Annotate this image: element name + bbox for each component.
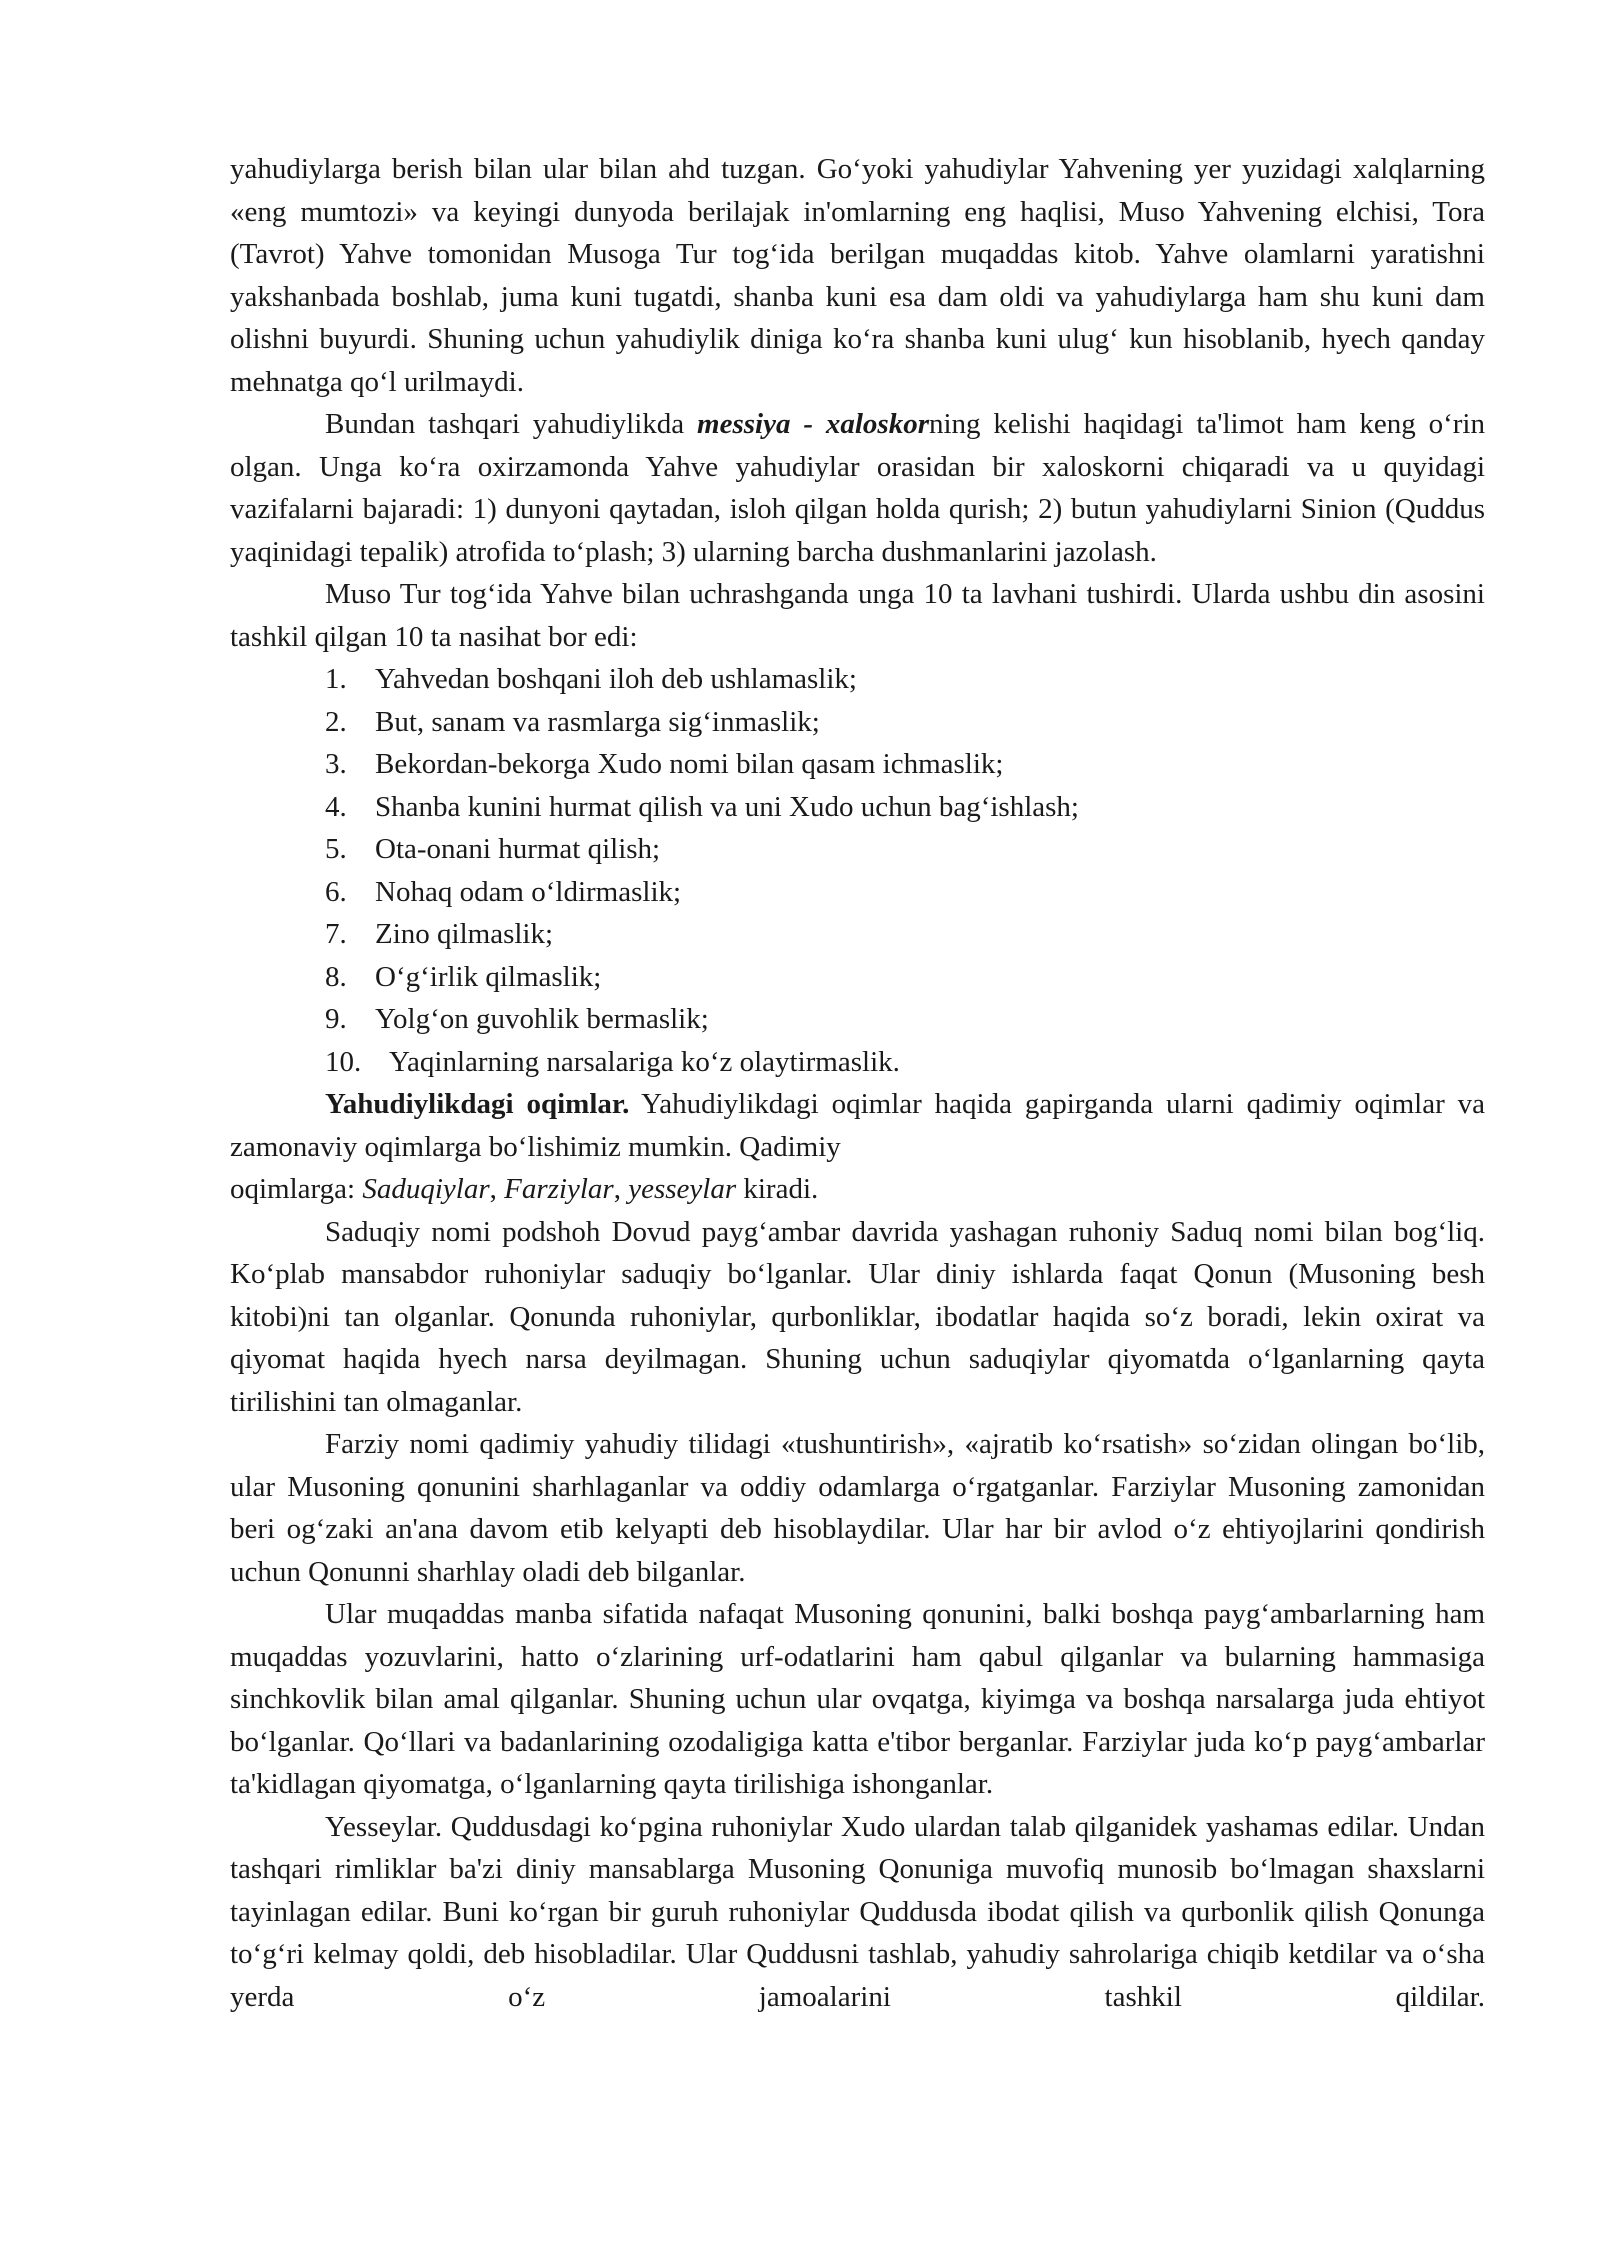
oqimlar-outro: kiradi. xyxy=(736,1173,819,1205)
list-item-text: Zino qilmaslik; xyxy=(375,918,554,950)
list-item-number: 3. xyxy=(325,748,347,780)
document-page xyxy=(230,148,1485,2018)
list-item-number: 7. xyxy=(325,918,347,950)
list-item xyxy=(230,871,1485,914)
list-item xyxy=(230,913,1485,956)
list-item-text: But, sanam va rasmlarga sig‘inmaslik; xyxy=(375,705,820,738)
list-item-number: 10. xyxy=(325,1045,362,1078)
list-item xyxy=(230,658,1485,701)
paragraph-yesseylar: Yesseylar. Quddusdagi ko‘pgina ruhoniylar Xudo ulardan talab qilganidek yashamas edilar. Undan tashqari rimliklar ba'zi diniy mansablarga Musoning Qonuniga muvofiq munosib bo‘lmagan shaxslarni tayinlagan edilar. Buni ko‘rgan bir guruh ruhoniylar Quddusda ibodat qilish va qurbonlik qilish Qonunga to‘g‘ri kelmay qoldi, deb hisobladilar. Ular Quddusni tashlab, yahudiy sahrolariga chiqib ketdilar va o‘sha yerda o‘z jamoalarini tashkil qildilar. xyxy=(230,1810,1485,2013)
separator: , xyxy=(489,1173,505,1205)
paragraph-oqimlar-cont xyxy=(230,1168,1485,1211)
list-item xyxy=(230,828,1485,871)
term-yesseylar: yesseylar xyxy=(628,1173,737,1205)
list-item-text: Shanba kunini hurmat qilish va uni Xudo uchun bag‘ishlash; xyxy=(375,790,1079,823)
list-item-number: 1. xyxy=(325,663,347,695)
list-item-number: 5. xyxy=(325,833,347,865)
list-item-number: 6. xyxy=(325,875,347,908)
paragraph-ahd: yahudiylarga berish bilan ular bilan ahd tuzgan. Go‘yoki yahudiylar Yahvening yer yuzidagi xalqlarning «eng mumtozi» va keyingi dunyoda berilajak in'omlarning eng haqlisi, Muso Yahvening elchisi, Tora (Tavrot) Yahve tomonidan Musoga Tur tog‘ida berilgan muqaddas kitob. Yahve olamlarni yaratishni yakshanbada boshlab, juma kuni tugatdi, shanba kuni esa dam oldi va yahudiylarga ham shu kuni dam olishni buyurdi. Shuning uchun yahudiylik diniga ko‘ra shanba kuni ulug‘ kun hisoblanib, hyech qanday mehnatga qo‘l urilmaydi. xyxy=(230,153,1485,398)
term-saduqiylar: Saduqiylar xyxy=(362,1173,490,1205)
paragraph-lavhalar: Muso Tur tog‘ida Yahve bilan uchrashganda unga 10 ta lavhani tushirdi. Ularda ushbu din asosini tashkil qilgan 10 ta nasihat bor edi: xyxy=(230,578,1485,653)
list-item-number: 8. xyxy=(325,960,347,993)
list-item-number: 4. xyxy=(325,790,347,823)
term-messiya-xaloskor: messiya - xaloskor xyxy=(697,408,929,440)
list-item-text: Yaqinlarning narsalariga ko‘z olaytirmaslik. xyxy=(389,1045,900,1078)
paragraph-messiya-text-after: ning kelishi haqidagi ta'limot ham keng o‘rin olgan. Unga ko‘ra oxirzamonda Yahve yahudiylar orasidan bir xaloskorni chiqaradi va u quyidagi vazifalarni bajaradi: 1) dunyoni qaytadan, isloh qilgan holda qurish; 2) butun yahudiylarni Sinion (Quddus yaqinidagi tepalik) atrofida to‘plash; 3) ularning barcha dushmanlarini jazolash. xyxy=(230,408,1485,568)
paragraph-oqimlar-text: Yahudiylikdagi oqimlar haqida gapirganda ularni qadimiy oqimlar va zamonaviy oqimlarga bo‘lishimiz mumkin. Qadimiy xyxy=(230,1088,1485,1163)
term-farziylar: Farziylar xyxy=(504,1173,614,1205)
list-item-number: 9. xyxy=(325,1003,347,1035)
paragraph-farziy: Farziy nomi qadimiy yahudiy tilidagi «tushuntirish», «ajratib ko‘rsatish» so‘zidan olingan bo‘lib, ular Musoning qonunini sharhlaganlar va oddiy odamlarga o‘rgatganlar. Farziylar Musoning zamonidan beri og‘zaki an'ana davom etib kelyapti deb hisoblaydilar. Ular har bir avlod o‘z ehtiyojlarini qondirish uchun Qonunni sharhlay oladi deb bilganlar. xyxy=(230,1428,1485,1588)
list-item xyxy=(230,956,1485,999)
section-heading-oqimlar: Yahudiylikdagi oqimlar. xyxy=(325,1088,630,1120)
paragraph-farziylar-manba: Ular muqaddas manba sifatida nafaqat Musoning qonunini, balki boshqa payg‘ambarlarning ham muqaddas yozuvlarini, hatto o‘zlarining urf-odatlarini ham qabul qilganlar va bularning hammasiga sinchkovlik bilan amal qilganlar. Shuning uchun ular ovqatga, kiyimga va boshqa narsalarga juda ehtiyot bo‘lganlar. Qo‘llari va badanlarining ozodaligiga katta e'tibor berganlar. Farziylar juda ko‘p payg‘ambarlar ta'kidlagan qiyomatga, o‘lganlarning qayta tirilishiga ishonganlar. xyxy=(230,1598,1485,1800)
list-item xyxy=(230,701,1485,744)
list-item-text: O‘g‘irlik qilmaslik; xyxy=(375,960,602,993)
oqimlar-intro: oqimlarga: xyxy=(230,1173,363,1205)
commandments-list xyxy=(230,658,1485,1083)
paragraph-messiya-text-before: Bundan tashqari yahudiylikda xyxy=(325,408,698,440)
paragraph-oqimlar xyxy=(230,1083,1485,1168)
paragraph-saduqiy: Saduqiy nomi podshoh Dovud payg‘ambar davrida yashagan ruhoniy Saduq nomi bilan bog‘liq. Ko‘plab mansabdor ruhoniylar saduqiy bo‘lganlar. Ular diniy ishlarda faqat Qonun (Musoning besh kitobi)ni tan olganlar. Qonunda ruhoniylar, qurbonliklar, ibodatlar haqida so‘z boradi, lekin oxirat va qiyomat haqida hyech narsa deyilmagan. Shuning uchun saduqiylar qiyomatda o‘lganlarning qayta tirilishini tan olmaganlar. xyxy=(230,1215,1485,1418)
list-item-number: 2. xyxy=(325,705,347,738)
list-item-text: Nohaq odam o‘ldirmaslik; xyxy=(375,875,682,908)
separator: , xyxy=(613,1173,629,1205)
list-item-text: Yolg‘on guvohlik bermaslik; xyxy=(375,1003,709,1035)
list-item-text: Bekordan-bekorga Xudo nomi bilan qasam ichmaslik; xyxy=(375,748,1004,780)
list-item xyxy=(230,998,1485,1041)
list-item xyxy=(230,1041,1485,1084)
list-item xyxy=(230,786,1485,829)
paragraph-messiya xyxy=(230,403,1485,573)
list-item-text: Yahvedan boshqani iloh deb ushlamaslik; xyxy=(375,663,857,695)
list-item xyxy=(230,743,1485,786)
list-item-text: Ota-onani hurmat qilish; xyxy=(375,833,661,865)
